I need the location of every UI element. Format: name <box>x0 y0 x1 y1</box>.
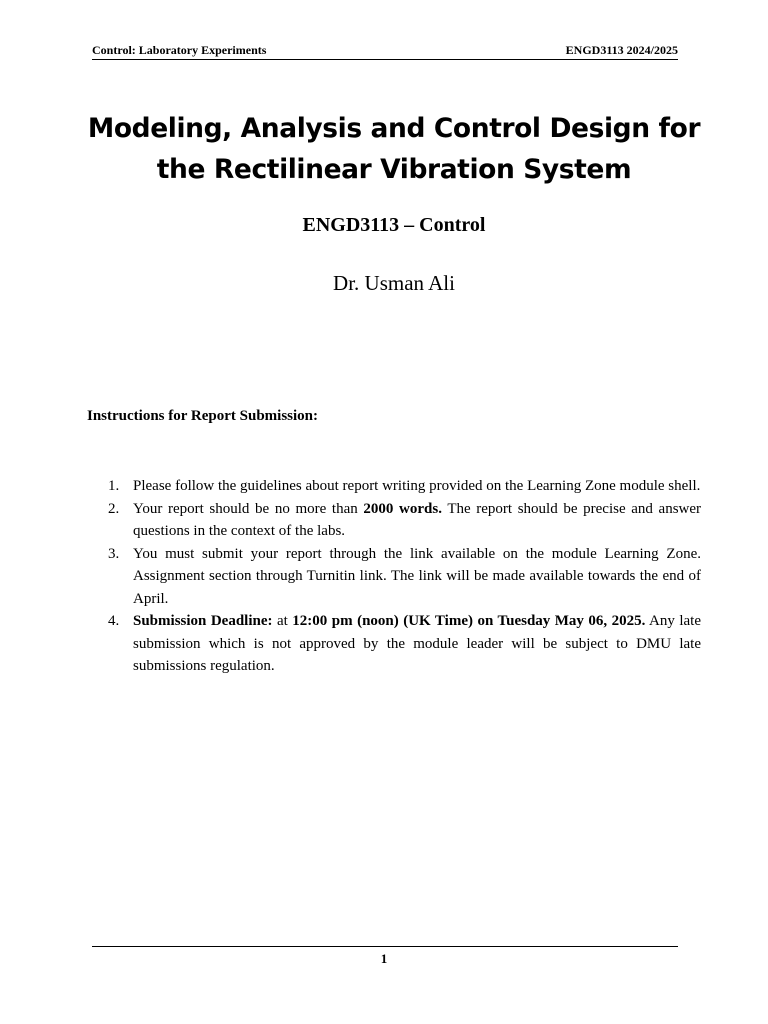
title-line-2: the Rectilinear Vibration System <box>156 154 632 185</box>
word-limit: 2000 words. <box>363 500 442 517</box>
item-number: 4. <box>108 613 120 629</box>
item-text: Any late submission which is not approved by the module leader will be subject to DMU late submissions regulation. <box>133 613 701 674</box>
section-heading: Instructions for Report Submission: <box>87 408 318 424</box>
page-header <box>92 43 678 60</box>
module-subtitle: ENGD3113 – Control <box>302 214 486 236</box>
header-module-code: ENGD3113 2024/2025 <box>565 43 678 57</box>
instruction-item-4 <box>87 610 701 678</box>
deadline-label: Submission Deadline: <box>133 613 273 629</box>
item-text: You must submit your report through the link available on the module Learning Zone. Assignment section through Turnitin link. The link will be made available towards the end of April. <box>133 545 701 607</box>
item-number: 3. <box>108 545 120 562</box>
item-text: The report should be precise and answer questions in the context of the labs. <box>133 500 702 539</box>
author-name: Dr. Usman Ali <box>333 271 455 295</box>
document-title <box>60 108 728 190</box>
title-line-1: Modeling, Analysis and Control Design for <box>87 113 701 144</box>
item-text: Your report should be no more than <box>133 500 364 517</box>
item-number: 1. <box>108 478 120 494</box>
instruction-item-1 <box>87 475 701 498</box>
header-course-title: Control: Laboratory Experiments <box>92 43 267 57</box>
instructions-list <box>87 475 701 678</box>
item-text: at <box>272 613 293 629</box>
instruction-item-3 <box>87 543 701 611</box>
deadline-date: 12:00 pm (noon) (UK Time) on Tuesday May 06, 2025. <box>292 613 646 629</box>
footer-rule <box>92 946 678 947</box>
page-number: 1 <box>380 951 388 966</box>
item-text: Please follow the guidelines about report writing provided on the Learning Zone module shell. <box>133 478 701 494</box>
instruction-item-2 <box>87 498 701 543</box>
item-number: 2. <box>108 500 120 517</box>
